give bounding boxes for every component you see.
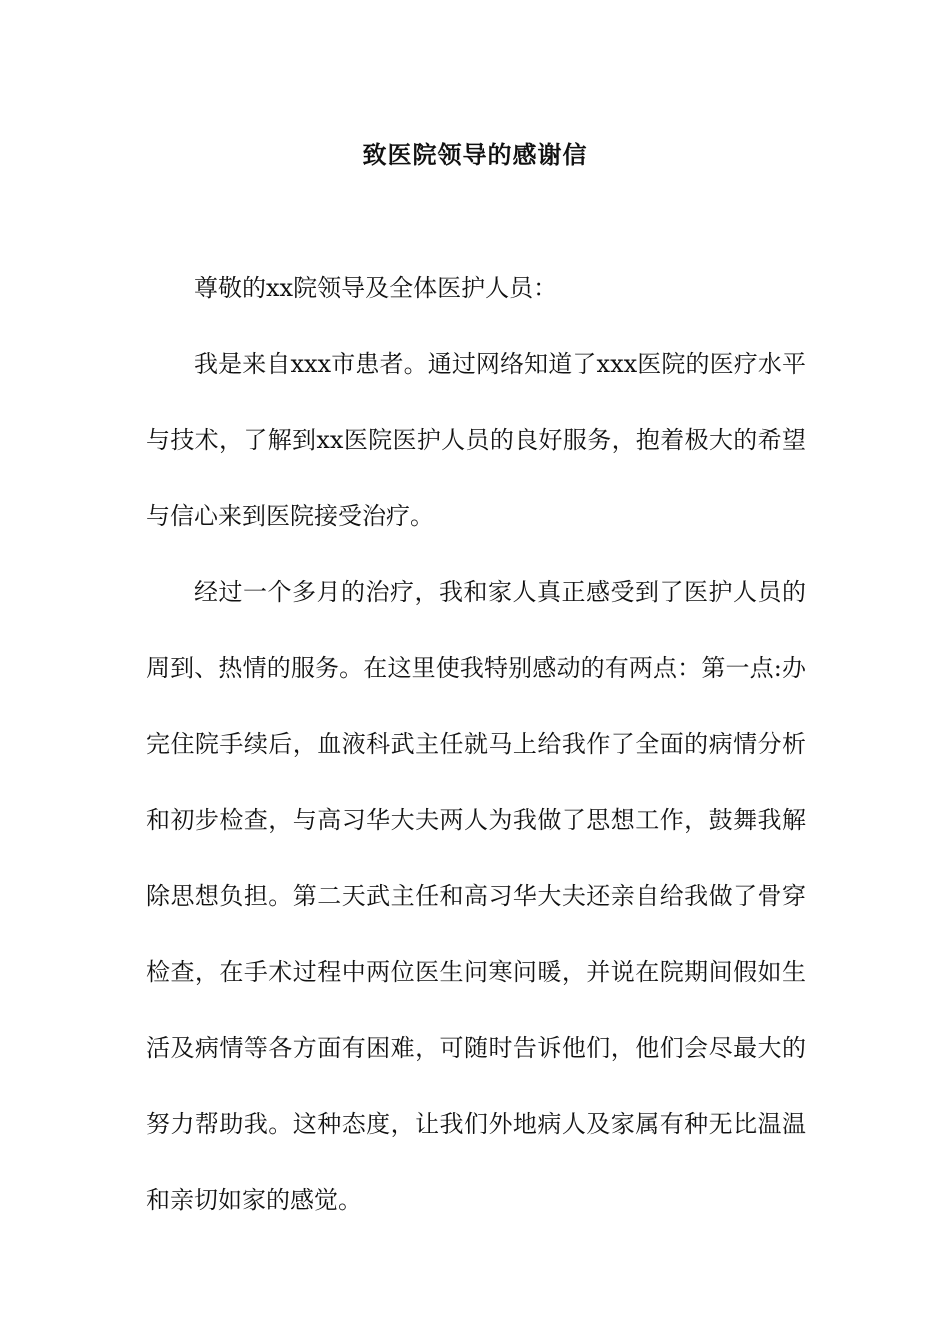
- letter-title: 致医院领导的感谢信: [362, 140, 588, 169]
- paragraph-2: 经过一个多月的治疗，我和家人真正感受到了医护人员的周到、热情的服务。在这里使我特别感动的有两点：第一点:办完住院手续后，血液科武主任就马上给我作了全面的病情分析和初步检查，与高习华大夫两人为我做了思想工作，鼓舞我解除思想负担。第二天武主任和高习华大夫还亲自给我做了骨穿检查，在手术过程中两位医生问寒问暖，并说在院期间假如生活及病情等各方面有困难，可随时告诉他们，他们会尽最大的努力帮助我。这种态度，让我们外地病人及家属有种无比温温和亲切如家的感觉。: [146, 578, 806, 1214]
- paragraph-1: 我是来自xxx市患者。通过网络知道了xxx医院的医疗水平与技术，了解到xx医院医护人员的良好服务，抱着极大的希望与信心来到医院接受治疗。: [146, 350, 806, 530]
- salutation: 尊敬的xx院领导及全体医护人员：: [194, 274, 558, 302]
- letter-body: [146, 250, 806, 1238]
